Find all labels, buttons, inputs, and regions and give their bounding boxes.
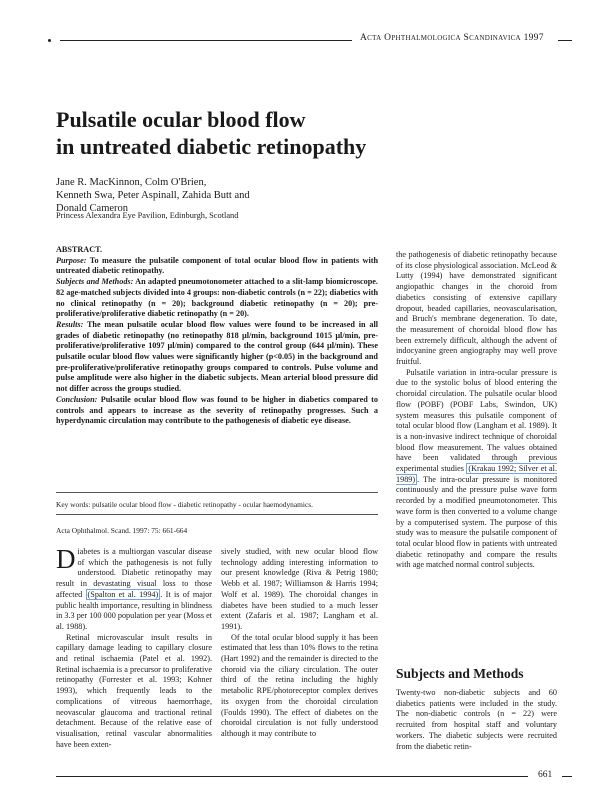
abstract-heading: ABSTRACT.	[56, 245, 103, 254]
body-text: iabetes is a multiorgan vascular disease of which the pathogenesis is not fully understood. Diabetic retinopathy may result in devastating visual loss to those affected	[56, 547, 212, 599]
results-text: The mean pulsatile ocular blood flow values were found to be increased in all grades of diabetic retinopathy (no retinopathy 818 µl/min, background 1015 µl/min, pre-proliferative/proliferative 1097 µl/min) compared to the control group (644 µl/min). These pulsatile ocular blood flow values were significantly higher (p<0.05) in the background and pre-proliferative/proliferative retinopathy groups compared to controls. Pulse volume and pulse amplitude were also higher in the diabetic subjects. Mean arterial blood pressure did not differ across the groups studied.	[56, 319, 378, 394]
reference-link[interactable]: (Krakau 1992; Silver et al. 1989)	[396, 464, 557, 484]
abstract-conclusion	[56, 395, 378, 427]
header-dot	[48, 39, 51, 42]
conclusion-text: Pulsatile ocular blood flow was found to be higher in diabetics compared to controls and appears to increase as the severity of retinopathy progresses. Such a hyperdynamic circulation may contribute to the pathogenesis of diabetic eye disease.	[56, 394, 378, 426]
methods-label: Subjects and Methods:	[56, 277, 134, 287]
article-title	[56, 106, 476, 160]
body-text: . It is of major public health importance, resulting in blindness in 3.3 per 100 000 population per year (Moss et al. 1988).	[56, 589, 212, 631]
body-column-2	[221, 547, 378, 740]
title-line-2: in untreated diabetic retinopathy	[56, 134, 367, 159]
body-paragraph: the pathogenesis of diabetic retinopathy because of its close physiological association. McLeod & Lutty (1994) have demonstrated significant angiopathic changes in the choroid from diabetics consisting of extensive capillary dropout, beaded capillaries, neovascularisation, and Bruch's membrane degeneration. To date, the measurement of choroidal blood flow has been extremely difficult, although the advent of indocyanine green angiography may well prove fruitful.	[396, 250, 557, 367]
header-rule-right	[558, 40, 572, 41]
body-column-3	[396, 250, 557, 571]
abstract-methods	[56, 277, 378, 320]
body-paragraph: Twenty-two non-diabetic subjects and 60 diabetics patients were included in the study. The non-diabetic controls (n = 22) were recruited from hospital staff and voluntary workers. The diabetic subjects were recruited from the diabetic retin-	[396, 688, 557, 751]
body-paragraph: Retinal microvascular insult results in capillary damage leading to capillary closure and retinal ischaemia (Patel et al. 1992). Retinal ischaemia is a precursor to proliferative retinopathy (Forrester et al. 1993; Kohner 1993), which frequently leads to the complications of vitreous haemorrhage, neovascular glaucoma and tractional retinal detachment. Because of the relative ease of visualisation, retinal vascular abnormalities have been exten-	[56, 632, 212, 749]
authors-line-1: Jane R. MacKinnon, Colm O'Brien,	[56, 177, 207, 188]
body-paragraph	[396, 368, 557, 571]
header-rule-left	[60, 40, 352, 41]
author-list	[56, 176, 356, 215]
affiliation: Princess Alexandra Eye Pavilion, Edinburgh, Scotland	[56, 211, 239, 220]
abstract	[56, 245, 378, 427]
journal-header: Acta Ophthalmologica Scandinavica 1997	[360, 33, 544, 43]
body-column-3-continued	[396, 688, 557, 752]
body-text: Pulsatile variation in intra-ocular pressure is due to the systolic bolus of blood entering the choroidal circulation. The pulsatile ocular blood flow (POBF) (POBF Labs, Swindon, UK) system measures this pulsatile component of total ocular blood flow (Langham et al. 1989). It is a non-invasive indirect technique of choroidal blood flow measurement. The values obtained have been validated through previous experimental studies	[396, 367, 557, 474]
abstract-results	[56, 320, 378, 395]
conclusion-label: Conclusion:	[56, 394, 98, 404]
body-column-1	[56, 544, 212, 750]
drop-cap: D	[56, 544, 76, 574]
authors-line-3: Donald Cameron	[56, 203, 129, 214]
body-paragraph	[56, 544, 212, 633]
body-paragraph: sively studied, with new ocular blood flow technology adding interesting information to our present knowledge (Riva & Petrig 1980; Webb et al. 1987; Williamson & Harris 1994; Wolf et al. 1989). The choroidal changes in diabetes have been studied to a much lesser extent (Zafaris et al. 1987; Langham et al. 1991).	[221, 547, 378, 631]
footer-rule-right	[562, 776, 572, 777]
page-number: 661	[538, 770, 553, 780]
citation: Acta Ophthalmol. Scand. 1997: 75: 661-664	[56, 526, 188, 535]
abstract-rule-bottom	[56, 514, 378, 515]
body-text: . The intra-ocular pressure is monitored continuously and the pressure pulse wave form recorded by a modified pneumotonometer. This wave form is then converted to a volume change by a computerised system. The purpose of this study was to measure the pulsatile component of total ocular blood flow in patients with untreated diabetic retinopathy and compare the results with age matched normal control subjects.	[396, 474, 557, 570]
purpose-text: To measure the pulsatile component of total ocular blood flow in patients with untreated diabetic retinopathy.	[56, 255, 378, 276]
reference-link[interactable]: (Spalton et al. 1994)	[87, 589, 159, 599]
footer-rule-left	[56, 776, 528, 777]
body-paragraph: Of the total ocular blood supply it has been estimated that less than 10% flows to the retina (Hart 1992) and the remainder is directed to the choroid via the ciliary circulation. The outer third of the retina including the highly metabolic RPE/photoreceptor complex derives its oxygen from the choroidal circulation (Foulds 1990). The effect of diabetes on the choroidal circulation is not fully understood although it may contribute to	[221, 632, 378, 738]
results-label: Results:	[56, 319, 84, 329]
authors-line-2: Kenneth Swa, Peter Aspinall, Zahida Butt and	[56, 190, 250, 201]
abstract-rule-top	[56, 492, 378, 493]
title-line-1: Pulsatile ocular blood flow	[56, 107, 306, 132]
section-heading: Subjects and Methods	[396, 666, 524, 681]
purpose-label: Purpose:	[56, 255, 87, 265]
abstract-purpose	[56, 256, 378, 277]
keywords: Key words: pulsatile ocular blood flow - diabetic retinopathy - ocular haemodynamics.	[56, 500, 313, 509]
methods-text: An adapted pneumotonometer attached to a slit-lamp biomicroscope. 82 age-matched subjects divided into 4 groups: non-diabetic controls (n = 22); diabetics with no clinical retinopathy (n = 20); background diabetic retinopathy (n = 20); pre-proliferative/proliferative diabetic retinopathy (n = 20).	[56, 277, 378, 319]
